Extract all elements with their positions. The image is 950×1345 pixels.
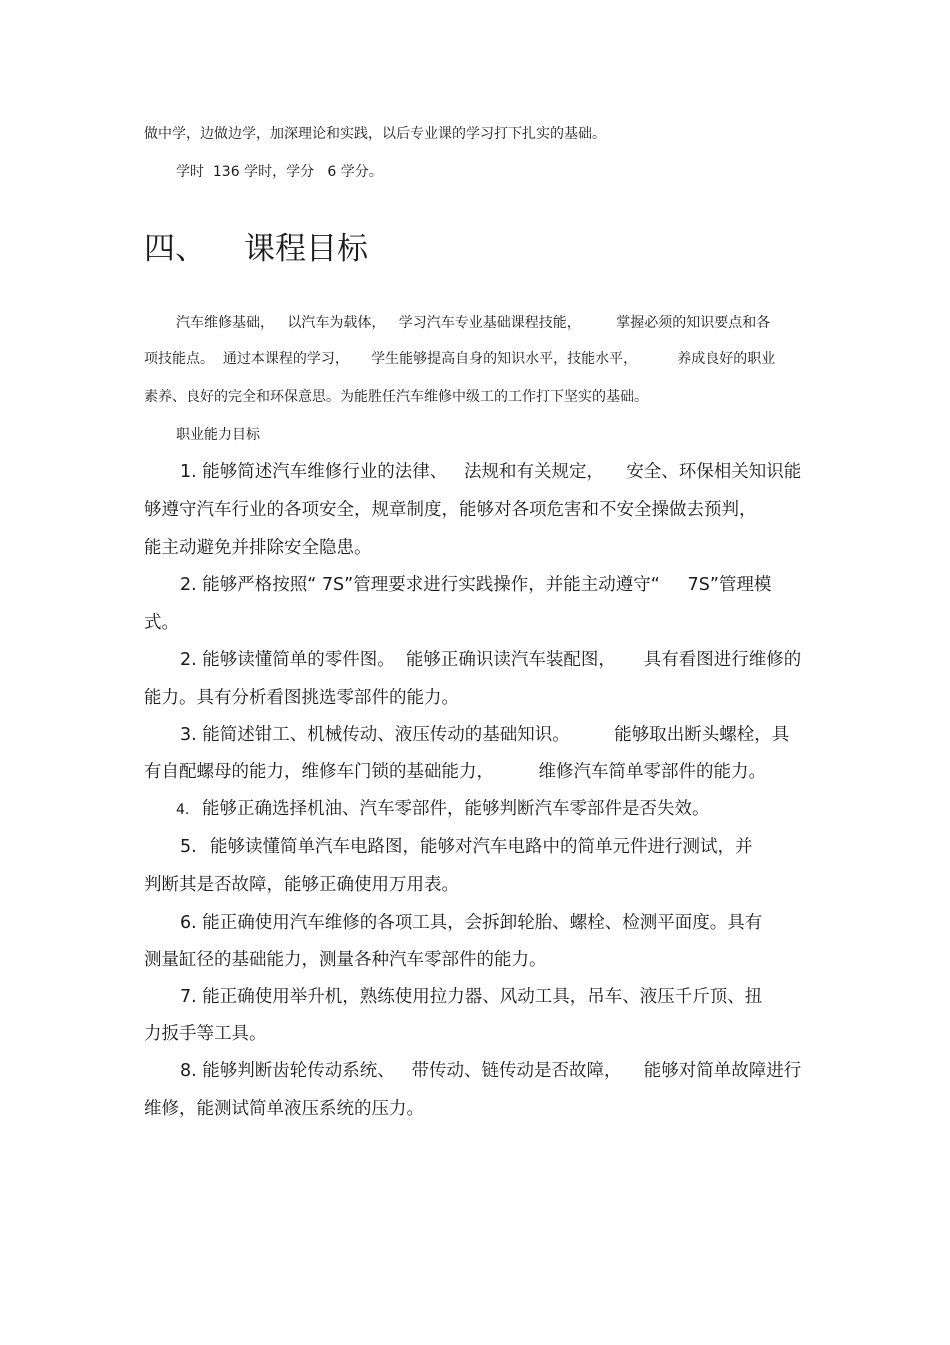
- goal-6-line-2: 判断其是否故障，能够正确使用万用表。: [144, 875, 459, 895]
- section-number: 四、: [144, 231, 206, 267]
- goal-9-line-1: 8. 能够判断齿轮传动系统、 带传动、链传动是否故障， 能够对简单故障进行: [180, 1061, 802, 1081]
- overview-line-1: 汽车维修基础， 以汽车为载体， 学习汽车专业基础课程技能， 掌握必须的知识要点和各: [176, 315, 771, 331]
- goal-2-line-2: 式。: [144, 613, 179, 633]
- goal-8-line-1: 7. 能正确使用举升机，熟练使用拉力器、风动工具，吊车、液压千斤顶、扭: [180, 987, 763, 1007]
- goal-2-line-1: 2. 能够严格按照“ 7S”管理要求进行实践操作，并能主动遵守“ 7S”管理模: [180, 575, 772, 595]
- goal-1-line-2: 够遵守汽车行业的各项安全，规章制度，能够对各项危害和不安全操做去预判，: [144, 500, 757, 520]
- goal-4-line-2: 有自配螺母的能力，维修车门锁的基础能力， 维修汽车简单零部件的能力。: [144, 762, 766, 782]
- goal-8-line-2: 力扳手等工具。: [144, 1024, 267, 1044]
- intro-line-1: 做中学，边做边学，加深理论和实践，以后专业课的学习打下扎实的基础。: [144, 126, 606, 142]
- goal-1-line-1: 1. 能够简述汽车维修行业的法律、 法规和有关规定， 安全、环保相关知识能: [180, 462, 802, 482]
- goal-4-line-1: 3. 能简述钳工、机械传动、液压传动的基础知识。 能够取出断头螺栓，具: [180, 725, 790, 745]
- goal-7-line-1: 6. 能正确使用汽车维修的各项工具，会拆卸轮胎、螺栓、检测平面度。具有: [180, 913, 763, 933]
- intro-line-2: 学时 136 学时，学分 6 学分。: [176, 164, 383, 180]
- overview-line-2: 项技能点。 通过本课程的学习， 学生能够提高自身的知识水平，技能水平， 养成良好的职业: [144, 351, 776, 367]
- goal-6-line-1: 能够读懂简单汽车电路图，能够对汽车电路中的简单元件进行测试，并: [210, 837, 753, 857]
- subheading: 职业能力目标: [176, 427, 260, 443]
- goal-3-line-1: 2. 能够读懂简单的零件图。 能够正确识读汽车装配图， 具有看图进行维修的: [180, 650, 802, 670]
- goal-6-number: 5.: [180, 837, 197, 857]
- goal-7-line-2: 测量缸径的基础能力，测量各种汽车零部件的能力。: [144, 950, 547, 970]
- goal-9-line-2: 维修，能测试简单液压系统的压力。: [144, 1099, 424, 1119]
- goal-5-number: 4.: [176, 802, 190, 818]
- goal-5-line-1: 能够正确选择机油、汽车零部件，能够判断汽车零部件是否失效。: [202, 799, 710, 819]
- goal-3-line-2: 能力。具有分析看图挑选零部件的能力。: [144, 688, 459, 708]
- section-title: 课程目标: [244, 231, 368, 267]
- goal-1-line-3: 能主动避免并排除安全隐患。: [144, 538, 372, 558]
- overview-line-3: 素养、良好的完全和环保意思。为能胜任汽车维修中级工的工作打下坚实的基础。: [144, 389, 648, 405]
